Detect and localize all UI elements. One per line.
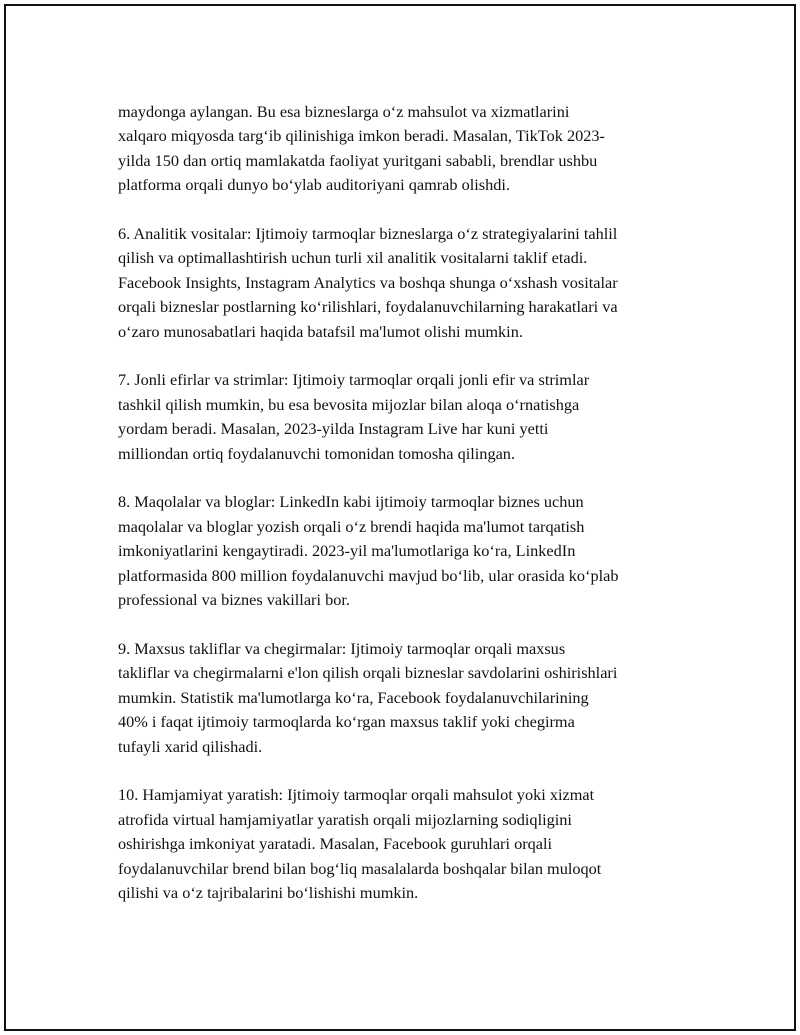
text-line: 9. Maxsus takliflar va chegirmalar: Ijtimoiy tarmoqlar orqali maxsus [118,638,566,658]
paragraph-intro-continued [118,100,708,198]
document-body [118,100,708,930]
text-line: 40% i faqat ijtimoiy tarmoqlarda ko‘rgan maxsus taklif yoki chegirma [118,712,575,732]
text-line: maqolalar va bloglar yozish orqali o‘z brendi haqida ma'lumot tarqatish [118,516,585,536]
text-line: 6. Analitik vositalar: Ijtimoiy tarmoqlar bizneslarga o‘z strategiyalarini tahlil [118,224,618,244]
text-line: maydonga aylangan. Bu esa bizneslarga o‘z mahsulot va xizmatlarini [118,102,570,121]
text-line: orqali bizneslar postlarning ko‘rilishlari, foydalanuvchilarning harakatlari va [118,297,618,317]
text-line: oshirishga imkoniyat yaratadi. Masalan, Facebook guruhlari orqali [118,834,553,854]
text-line: o‘zaro munosabatlari haqida batafsil ma'lumot olishi mumkin. [118,321,523,341]
text-line: qilishi va o‘z tajribalarini bo‘lishishi mumkin. [118,882,419,902]
paragraph-articles-blogs [118,490,708,612]
text-line: 7. Jonli efirlar va strimlar: Ijtimoiy tarmoqlar orqali jonli efir va strimlar [118,370,590,390]
text-line: imkoniyatlarini kengaytiradi. 2023-yil ma'lumotlariga ko‘ra, LinkedIn [118,541,576,561]
text-line: yordam beradi. Masalan, 2023-yilda Instagram Live har kuni yetti [118,419,549,439]
text-line: tashkil qilish mumkin, bu esa bevosita mijozlar bilan aloqa o‘rnatishga [118,394,580,414]
paragraph-community-building [118,783,708,905]
paragraph-live-streams [118,368,708,466]
text-line: platforma orqali dunyo bo‘ylab auditoriyani qamrab olishdi. [118,175,511,195]
text-line: platformasida 800 million foydalanuvchi mavjud bo‘lib, ular orasida ko‘plab [118,565,619,585]
text-line: Facebook Insights, Instagram Analytics va boshqa shunga o‘xshash vositalar [118,272,618,292]
text-line: foydalanuvchilar brend bilan bog‘liq masalalarda boshqalar bilan muloqot [118,858,602,878]
text-line: tufayli xarid qilishadi. [118,736,263,756]
text-line: takliflar va chegirmalarni e'lon qilish orqali bizneslar savdolarini oshirishlari [118,663,618,683]
page-frame [4,4,796,1031]
text-line: 8. Maqolalar va bloglar: LinkedIn kabi ijtimoiy tarmoqlar biznes uchun [118,492,584,512]
text-line: professional va biznes vakillari bor. [118,590,350,610]
text-line: 10. Hamjamiyat yaratish: Ijtimoiy tarmoqlar orqali mahsulot yoki xizmat [118,785,595,805]
paragraph-analytics-tools [118,222,708,344]
text-line: qilish va optimallashtirish uchun turli xil analitik vositalarni taklif etadi. [118,248,588,268]
text-line: milliondan ortiq foydalanuvchi tomonidan tomosha qilingan. [118,443,516,463]
text-line: atrofida virtual hamjamiyatlar yaratish orqali mijozlarning sodiqligini [118,809,572,829]
paragraph-special-offers [118,637,708,759]
text-line: yilda 150 dan ortiq mamlakatda faoliyat yuritgani sababli, brendlar ushbu [118,150,598,170]
text-line: xalqaro miqyosda targ‘ib qilinishiga imkon beradi. Masalan, TikTok 2023- [118,126,605,146]
text-line: mumkin. Statistik ma'lumotlarga ko‘ra, Facebook foydalanuvchilarining [118,687,589,707]
